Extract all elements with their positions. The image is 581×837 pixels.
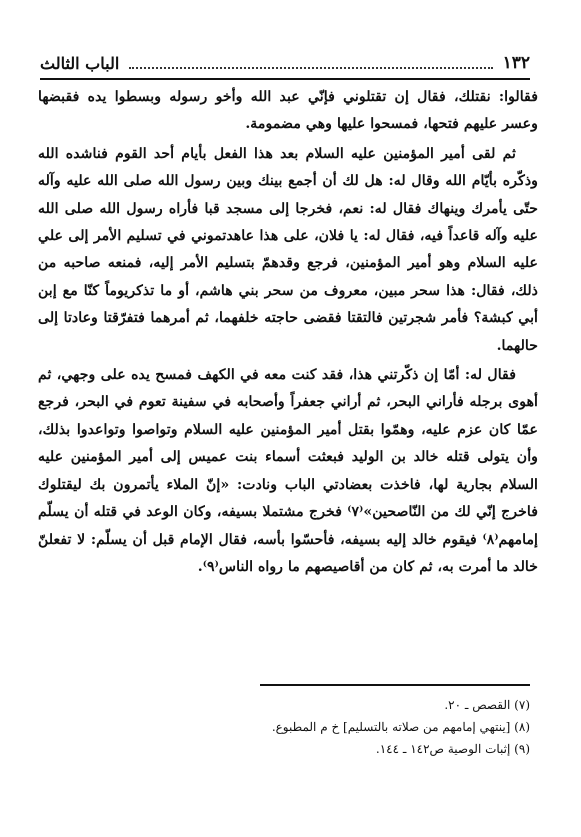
page-number: ١٣٢ (502, 53, 530, 73)
footnote-9: (٩) إثبات الوصية ص١٤٢ ـ ١٤٤. (375, 742, 530, 756)
running-header (40, 48, 530, 80)
footnote-7: (٧) القصص ـ ٢٠. (444, 698, 530, 712)
footnotes (60, 694, 530, 760)
paragraph-1: فقالوا: نقتلك، فقال إن تقتلوني فإنّي عبد الله وأخو رسوله وبسطوا يده فقبضها وعسر عليهم فتحها، فمسحوا عليها وهي مضمومة. (38, 89, 538, 133)
chapter-title: الباب الثالث (40, 53, 120, 73)
paragraph-2: ثم لقى أمير المؤمنين عليه السلام بعد هذا الفعل بأيام أحد القوم فناشده الله وذكّره بأيّام الله وقال له: هل لك أن أجمع بينك وبين رسول الله صلى الله عليه وآله حتّى يأمرك وينهاك فقال له: نعم، فخرجا إلى مسجد قبا فأراه رسول الله صلى الله عليه وآله قاعداً فيه، فقال له: يا فلان، على هذا عاهدتموني في تسليم الأمر إلى علي عليه السلام وهو أمير المؤمنين، فرجع وقدهمّ بتسليم الأمر إليه، فمنعه صاحبه من ذلك، فقال: هذا سحر مبين، معروف من سحر بني هاشم، أو ما تذكريوماً كنّا مع إبن أبي كبشة؟ فأمر شجرتين فالتقتا فقضى حاجته خلفهما، ثم أمرهما فتفرّقتا وعادتا إلى حالهما. (38, 145, 538, 354)
main-text (38, 84, 538, 581)
footnote-separator (260, 684, 530, 686)
footnote-8: (٨) [ينتهي إمامهم من صلاته بالتسليم] خ م المطبوع. (271, 720, 530, 734)
paragraph-3: فقال له: أمّا إن ذكّرتني هذا، فقد كنت معه في الكهف فمسح يده على وجهي، ثم أهوى برجله فأراني البحر، ثم أراني جعفراً وأصحابه في سفينة تعوم في البحر، فرجع عمّا كان عزم عليه، وهمّوا بقتل أمير المؤمنين عليه السلام وتواصوا وتواعدوا بذلك، وأن يتولى قتله خالد بن الوليد فبعثت أسماء بنت عميس إلى أمير المؤمنين عليه السلام بجارية لها، فاخذت بعضادتي الباب ونادت: «إنّ الملاء يأتمرون بك ليقتلوك فاخرج إنّي لك من النّاصحين»⁽٧⁾ فخرج مشتملا بسيفه، وكان الوعد في قتله أن يسلّم إمامهم⁽٨⁾ فيقوم خالد إليه بسيفه، فأحسّوا بأسه، فقال الإمام قبل أن يسلّم: لا تفعلنّ خالد ما أمرت به، ثم كان من أقاصيصهم ما رواه الناس⁽٩⁾. (38, 367, 538, 575)
header-dotted-leader (129, 57, 492, 69)
